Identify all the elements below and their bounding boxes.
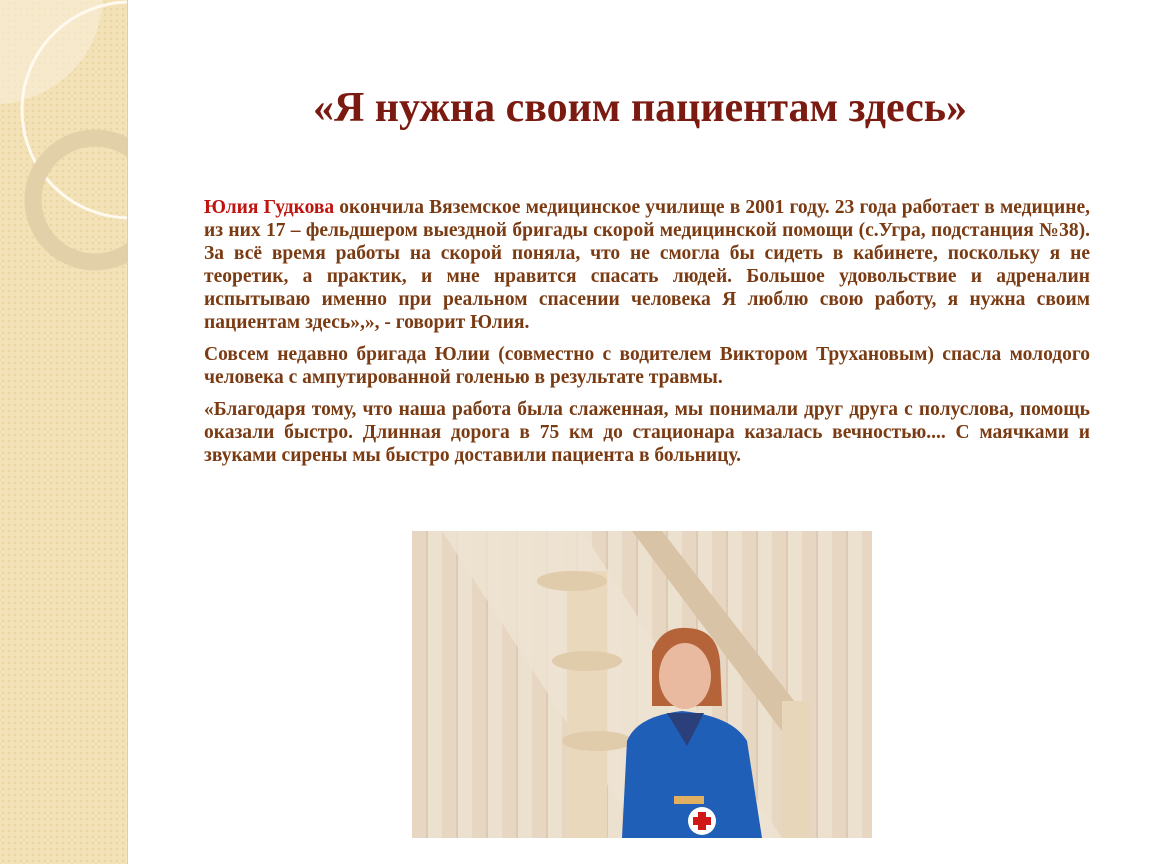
paragraph-1-text: окончила Вяземское медицинское училище в 2001 году. 23 года работает в медицине, из них 17 – фельдшером выездной бригады скорой медицинской помощи (с.Угра, подстанция №38). За всё время работы на скорой поняла, что не смогла бы сидеть в кабинете, поскольку я не теоретик, а практик, и мне нравится спасать людей. Большое удовольствие и адреналин испытываю именно при реальном спасении человека Я люблю свою работу, я нужна своим пациентам здесь»,», - говорит Юлия. [204,197,1091,333]
slide-body-text [204,196,1090,476]
slide-title: «Я нужна своим пациентам здесь» [312,85,968,131]
person-name: Юлия Гудкова [204,197,335,218]
decorative-side-strip [0,0,128,864]
decorative-circles [0,0,127,864]
photo-paramedic [412,531,872,838]
paragraph-2: Совсем недавно бригада Юлии (совместно с водителем Виктором Трухановым) спасла молодого человека с ампутированной голенью в результате травмы. [204,344,1090,388]
paragraph-3: «Благодаря тому, что наша работа была слаженная, мы понимали друг друга с полуслова, помощь оказали быстро. Длинная дорога в 75 км до стационара казалась вечностью.... С маячками и звуками сирены мы быстро доставили пациента в больницу. [204,399,1090,466]
paragraph-1 [204,196,1090,334]
